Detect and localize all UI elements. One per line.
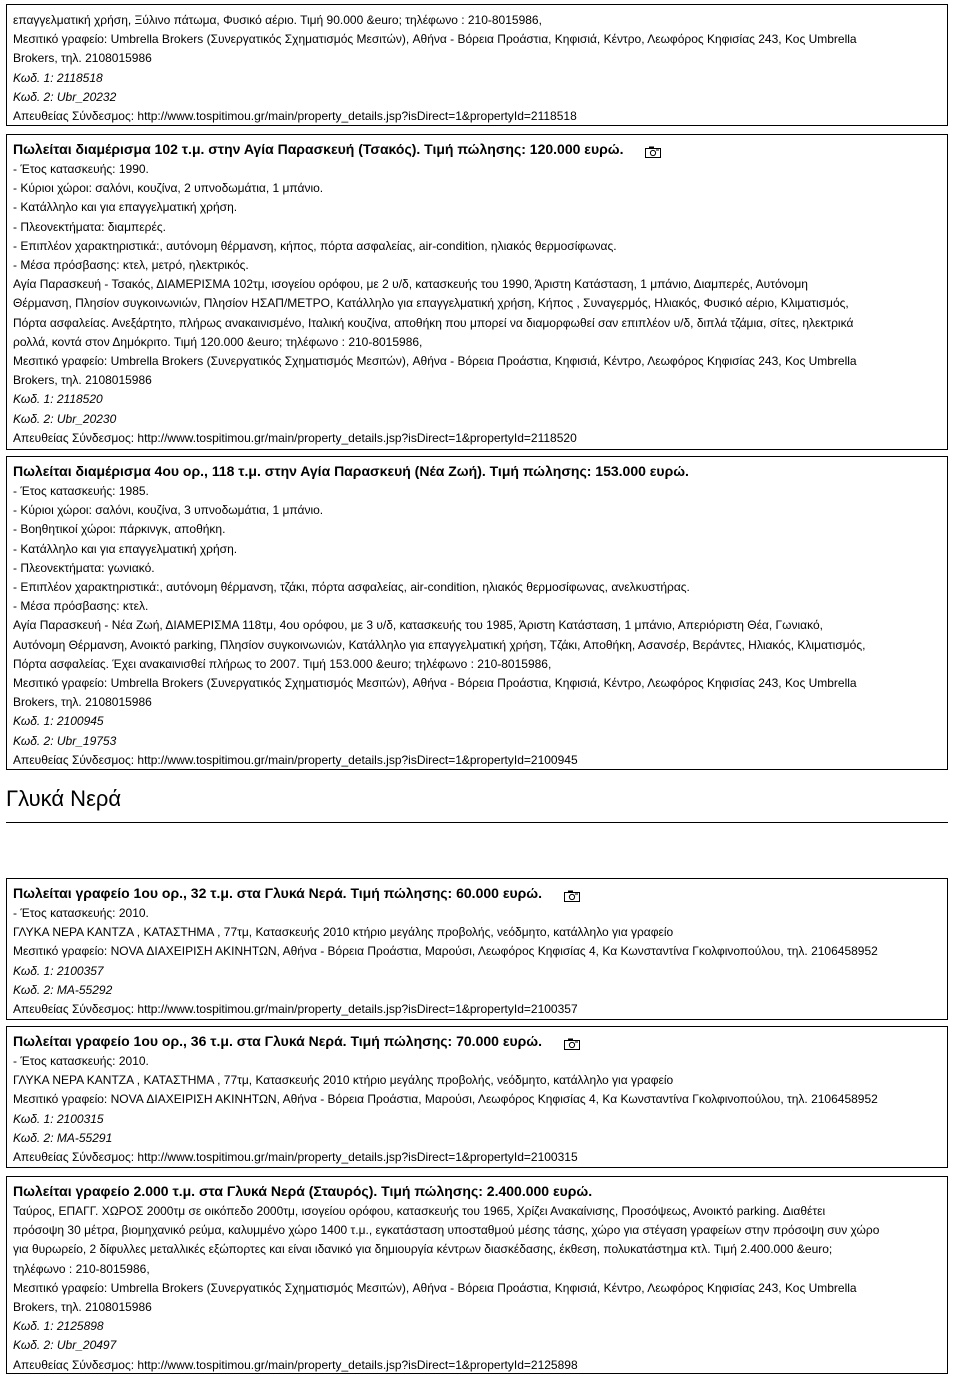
- listing-code-2: Κωδ. 2: Ubr_20232: [13, 89, 117, 104]
- listing-code-2: Κωδ. 2: Ubr_20497: [13, 1338, 117, 1353]
- listing-direct-link[interactable]: Απευθείας Σύνδεσμος: http://www.tospitimou.gr/main/property_details.jsp?isDirect=1&propertyId=2118518: [13, 109, 577, 124]
- listing-code-2: Κωδ. 2: MA-55292: [13, 982, 113, 997]
- listing-text-line: - Πλεονεκτήματα: διαμπερές.: [13, 219, 166, 234]
- listing-text-line: Μεσιτικό γραφείο: NOVA ΔΙΑΧΕΙΡΙΣΗ ΑΚΙΝΗΤΩΝ, Αθήνα - Βόρεια Προάστια, Μαρούσι, Λεωφόρος Κηφισίας 4, Κα Κωνσταντίνα Γκολφινοπούλου, τηλ. 2106458952: [13, 1092, 878, 1107]
- listing-5: [6, 1176, 948, 1374]
- listing-text-line: τηλέφωνο : 210-8015986,: [13, 1261, 150, 1276]
- section-divider: [6, 822, 948, 823]
- listing-text-line: - Κύριοι χώροι: σαλόνι, κουζίνα, 3 υπνοδωμάτια, 1 μπάνιο.: [13, 503, 324, 518]
- listing-text-line: - Μέσα πρόσβασης: κτελ.: [13, 599, 149, 614]
- listing-direct-link[interactable]: Απευθείας Σύνδεσμος: http://www.tospitimou.gr/main/property_details.jsp?isDirect=1&propertyId=2100945: [13, 752, 578, 767]
- listing-title-text: Πωλείται διαμέρισμα 102 τ.μ. στην Αγία Παρασκευή (Τσακός). Τιμή πώλησης: 120.000 ευρώ.: [13, 141, 624, 157]
- listing-direct-link[interactable]: Απευθείας Σύνδεσμος: http://www.tospitimou.gr/main/property_details.jsp?isDirect=1&propertyId=2100315: [13, 1150, 578, 1165]
- listing-text-line: - Κατάλληλο και για επαγγελματική χρήση.: [13, 541, 238, 556]
- listing-text-line: πρόσοψη 30 μέτρα, βιομηχανικό ρεύμα, καλυμμένο χώρο 1400 τ.μ., εγκατάσταση υποσταθμού μέσης τάσης, χώρο για στέγαση γραφείων στην πρόσοψη συν χώρο: [13, 1223, 880, 1238]
- camera-icon[interactable]: [564, 886, 580, 898]
- listing-text-line: - Έτος κατασκευής: 2010.: [13, 906, 149, 920]
- listing-title-text: Πωλείται γραφείο 1ου ορ., 36 τ.μ. στα Γλυκά Νερά. Τιμή πώλησης: 70.000 ευρώ.: [13, 1033, 542, 1049]
- listing-code-1: Κωδ. 1: 2118518: [13, 70, 103, 85]
- listing-text-line: - Έτος κατασκευής: 2010.: [13, 1054, 149, 1068]
- listing-code-1: Κωδ. 1: 2100945: [13, 714, 104, 729]
- listing-text-line: Αυτόνομη Θέρμανση, Ανοικτό parking, Πλησίον συγκοινωνιών, Κατάλληλο για επαγγελματική χρήση, Τζάκι, Αποθήκη, Ασανσέρ, Βεράντες, Ηλιακός, Κλιματισμός,: [13, 637, 866, 652]
- listing-title: [13, 1180, 941, 1202]
- listing-text-line: - Επιπλέον χαρακτηριστικά:, αυτόνομη θέρμανση, κήπος, πόρτα ασφαλείας, air-condition, ηλιακός θερμοσίφωνας.: [13, 238, 617, 253]
- listing-1: [6, 134, 948, 450]
- listing-direct-link[interactable]: Απευθείας Σύνδεσμος: http://www.tospitimou.gr/main/property_details.jsp?isDirect=1&propertyId=2125898: [13, 1357, 578, 1372]
- listing-text-line: Brokers, τηλ. 2108015986: [13, 1300, 152, 1315]
- listing-text-line: Μεσιτικό γραφείο: Umbrella Brokers (Συνεργατικός Σχηματισμός Μεσιτών), Αθήνα - Βόρεια Προάστια, Κηφισιά, Κέντρο, Λεωφόρος Κηφισίας 243, Κος Umbrella: [13, 354, 857, 369]
- listing-text-line: για θυρωρείο, 2 δίφυλλες μεταλλικές εξώπορτες και είναι ιδανικό για δημιουργία κέντρων διασκέδασης, έκθεση, πολυκατάστημα κτλ. Τιμή 2.400.000 &euro;: [13, 1242, 833, 1257]
- listing-text-line: Θέρμανση, Πλησίον συγκοινωνιών, Πλησίον ΗΣΑΠ/ΜΕΤΡΟ, Κατάλληλο για επαγγελματική χρήση, Κήπος , Συναγερμός, Ηλιακός, Φυσικό αέριο, Κλιματισμός,: [13, 296, 849, 311]
- listing-text-line: ΓΛΥΚΑ ΝΕΡΑ ΚΑΝΤΖΑ , ΚΑΤΑΣΤΗΜΑ , 77τμ, Κατασκευής 2010 κτήριο μεγάλης προβολής, νεόδμητο, κατάλληλο για γραφείο: [13, 1073, 674, 1088]
- listing-text-line: Μεσιτικό γραφείο: Umbrella Brokers (Συνεργατικός Σχηματισμός Μεσιτών), Αθήνα - Βόρεια Προάστια, Κηφισιά, Κέντρο, Λεωφόρος Κηφισίας 243, Κος Umbrella: [13, 676, 857, 691]
- listing-title-text: Πωλείται γραφείο 2.000 τ.μ. στα Γλυκά Νερά (Σταυρός). Τιμή πώλησης: 2.400.000 ευρώ.: [13, 1183, 593, 1199]
- listing-text-line: - Έτος κατασκευής: 1985.: [13, 484, 149, 498]
- listing-text-line: - Κατάλληλο και για επαγγελματική χρήση.: [13, 200, 238, 215]
- listing-title: [13, 460, 941, 482]
- listing-text-line: - Έτος κατασκευής: 1990.: [13, 162, 149, 176]
- listing-4: [6, 1026, 948, 1168]
- listing-text-line: Brokers, τηλ. 2108015986: [13, 51, 152, 66]
- listing-text-line: - Κύριοι χώροι: σαλόνι, κουζίνα, 2 υπνοδωμάτια, 1 μπάνιο.: [13, 181, 324, 196]
- listing-title-text: Πωλείται διαμέρισμα 4ου ορ., 118 τ.μ. στην Αγία Παρασκευή (Νέα Ζωή). Τιμή πώλησης: 153.000 ευρώ.: [13, 463, 689, 479]
- listing-text-line: Μεσιτικό γραφείο: NOVA ΔΙΑΧΕΙΡΙΣΗ ΑΚΙΝΗΤΩΝ, Αθήνα - Βόρεια Προάστια, Μαρούσι, Λεωφόρος Κηφισίας 4, Κα Κωνσταντίνα Γκολφινοπούλου, τηλ. 2106458952: [13, 944, 878, 959]
- listing-direct-link[interactable]: Απευθείας Σύνδεσμος: http://www.tospitimou.gr/main/property_details.jsp?isDirect=1&propertyId=2118520: [13, 430, 577, 445]
- listing-code-1: Κωδ. 1: 2118520: [13, 392, 103, 407]
- listing-0: [6, 4, 948, 126]
- listing-title-text: Πωλείται γραφείο 1ου ορ., 32 τ.μ. στα Γλυκά Νερά. Τιμή πώλησης: 60.000 ευρώ.: [13, 885, 542, 901]
- listing-text-line: Brokers, τηλ. 2108015986: [13, 695, 152, 710]
- listing-title: [13, 882, 941, 904]
- listing-text-line: - Μέσα πρόσβασης: κτελ, μετρό, ηλεκτρικός.: [13, 258, 249, 273]
- listing-2: [6, 456, 948, 770]
- listing-code-1: Κωδ. 1: 2100315: [13, 1111, 104, 1126]
- listing-text-line: Αγία Παρασκευή - Τσακός, ΔΙΑΜΕΡΙΣΜΑ 102τμ, ισογείου ορόφου, με 2 υ/δ, κατασκευής του 1990, Άριστη Κατάσταση, 1 μπάνιο, Διαμπερές, Αυτόνομη: [13, 277, 808, 292]
- listing-text-line: ρολλά, κοντά στον Δημόκριτο. Τιμή 120.000 &euro; τηλέφωνο : 210-8015986,: [13, 334, 423, 349]
- listing-code-2: Κωδ. 2: Ubr_19753: [13, 733, 117, 748]
- listing-text-line: - Πλεονεκτήματα: γωνιακό.: [13, 560, 155, 575]
- listing-direct-link[interactable]: Απευθείας Σύνδεσμος: http://www.tospitimou.gr/main/property_details.jsp?isDirect=1&propertyId=2100357: [13, 1002, 578, 1017]
- listing-text-line: επαγγελματική χρήση, Ξύλινο πάτωμα, Φυσικό αέριο. Τιμή 90.000 &euro; τηλέφωνο : 210-8015986,: [13, 13, 542, 27]
- listing-code-1: Κωδ. 1: 2125898: [13, 1319, 104, 1334]
- listing-code-2: Κωδ. 2: Ubr_20230: [13, 411, 117, 426]
- listing-text-line: Μεσιτικό γραφείο: Umbrella Brokers (Συνεργατικός Σχηματισμός Μεσιτών), Αθήνα - Βόρεια Προάστια, Κηφισιά, Κέντρο, Λεωφόρος Κηφισίας 243, Κος Umbrella: [13, 1280, 857, 1295]
- listing-text-line: Πόρτα ασφαλείας. Έχει ανακαινισθεί πλήρως το 2007. Τιμή 153.000 &euro; τηλέφωνο : 210-8015986,: [13, 656, 552, 671]
- listing-text-line: Ταύρος, ΕΠΑΓΓ. ΧΩΡΟΣ 2000τμ σε οικόπεδο 2000τμ, ισογείου ορόφου, κατασκευής του 1965, Χρίζει Ανακαίνισης, Προσόψεως, Ανοικτό parking. Διαθέτει: [13, 1204, 826, 1218]
- camera-icon[interactable]: [645, 142, 661, 154]
- section-heading: Γλυκά Νερά: [6, 786, 122, 811]
- listing-text-line: - Επιπλέον χαρακτηριστικά:, αυτόνομη θέρμανση, τζάκι, πόρτα ασφαλείας, air-condition, ηλιακός θερμοσίφωνας, ανελκυστήρας.: [13, 580, 690, 595]
- listing-text-line: ΓΛΥΚΑ ΝΕΡΑ ΚΑΝΤΖΑ , ΚΑΤΑΣΤΗΜΑ , 77τμ, Κατασκευής 2010 κτήριο μεγάλης προβολής, νεόδμητο, κατάλληλο για γραφείο: [13, 925, 674, 940]
- listing-text-line: Πόρτα ασφαλείας. Ανεξάρτητο, πλήρως ανακαινισμένο, Ιταλική κουζίνα, αποθήκη που μπορεί να διαμορφωθεί σαν επιπλέον υ/δ, διπλά τζάμια, σίτες, ηλεκτρικά: [13, 315, 854, 330]
- listing-title: [13, 138, 941, 160]
- listing-text-line: Μεσιτικό γραφείο: Umbrella Brokers (Συνεργατικός Σχηματισμός Μεσιτών), Αθήνα - Βόρεια Προάστια, Κηφισιά, Κέντρο, Λεωφόρος Κηφισίας 243, Κος Umbrella: [13, 32, 857, 47]
- listing-text-line: Αγία Παρασκευή - Νέα Ζωή, ΔΙΑΜΕΡΙΣΜΑ 118τμ, 4ου ορόφου, με 3 υ/δ, κατασκευής του 1985, Άριστη Κατάσταση, 1 μπάνιο, Απεριόριστη Θέα, Γωνιακό,: [13, 618, 823, 633]
- listing-title: [13, 1030, 941, 1052]
- listing-3: [6, 878, 948, 1020]
- camera-icon[interactable]: [564, 1034, 580, 1046]
- listing-code-1: Κωδ. 1: 2100357: [13, 963, 104, 978]
- listing-code-2: Κωδ. 2: MA-55291: [13, 1130, 113, 1145]
- listing-text-line: Brokers, τηλ. 2108015986: [13, 373, 152, 388]
- listing-text-line: - Βοηθητικοί χώροι: πάρκινγκ, αποθήκη.: [13, 522, 226, 537]
